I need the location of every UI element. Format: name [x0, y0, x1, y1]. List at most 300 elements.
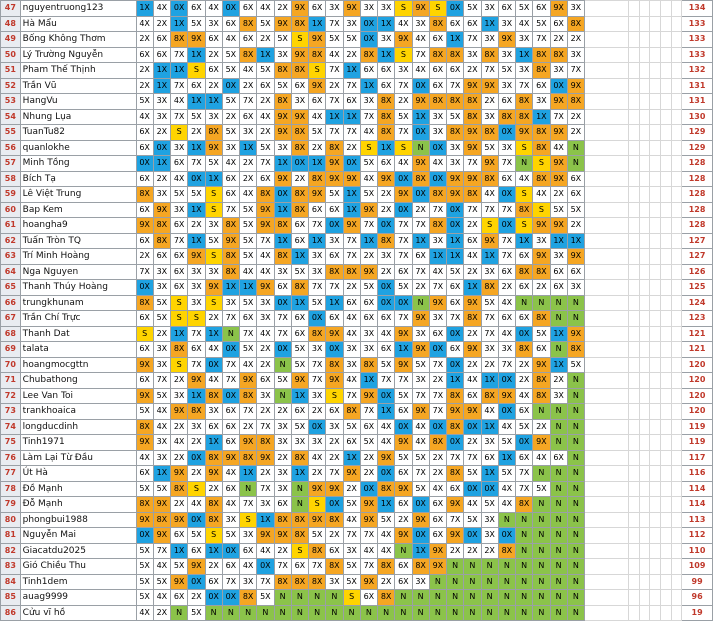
empty-cell	[660, 404, 671, 420]
result-cell: 0X	[447, 1, 464, 17]
result-cell: 8X	[378, 125, 395, 141]
result-cell: 5X	[205, 156, 222, 172]
row-number: 54	[1, 109, 21, 125]
result-cell: 1X	[378, 404, 395, 420]
result-cell: 9X	[412, 404, 429, 420]
result-cell: 2X	[567, 109, 584, 125]
result-cell: N	[567, 481, 584, 497]
result-cell: N	[360, 605, 377, 621]
result-cell: N	[464, 559, 481, 575]
result-cell: 8X	[447, 125, 464, 141]
result-cell: 0X	[326, 218, 343, 234]
result-cell: 9X	[136, 388, 153, 404]
result-cell: N	[567, 466, 584, 482]
result-cell: N	[567, 156, 584, 172]
empty-cell	[585, 373, 629, 389]
empty-cell	[660, 419, 671, 435]
total-score: 128	[682, 202, 713, 218]
result-cell: 7X	[395, 218, 412, 234]
result-cell: 4X	[498, 481, 515, 497]
empty-cell	[639, 574, 650, 590]
total-score: 129	[682, 125, 713, 141]
result-cell: 3X	[498, 78, 515, 94]
result-cell: 8X	[447, 47, 464, 63]
result-cell: 0X	[274, 295, 291, 311]
empty-cell	[650, 590, 661, 606]
result-cell: 9X	[205, 140, 222, 156]
result-cell: 2X	[326, 435, 343, 451]
result-cell: 9X	[550, 1, 567, 17]
empty-cell	[585, 450, 629, 466]
row-number: 74	[1, 419, 21, 435]
player-name: Nga Nguyen	[20, 264, 136, 280]
result-cell: 2X	[222, 109, 239, 125]
result-cell: 7X	[274, 326, 291, 342]
empty-cell	[585, 16, 629, 32]
empty-cell	[629, 450, 640, 466]
result-cell: N	[516, 559, 533, 575]
result-cell: 8X	[533, 373, 550, 389]
table-row	[1, 156, 713, 172]
empty-cell	[639, 481, 650, 497]
row-number: 66	[1, 295, 21, 311]
row-number: 62	[1, 233, 21, 249]
result-cell: 9X	[343, 466, 360, 482]
result-cell: 3X	[257, 497, 274, 513]
result-cell: 9X	[274, 125, 291, 141]
result-cell: 4X	[429, 156, 446, 172]
result-cell: 0X	[257, 559, 274, 575]
result-cell: 3X	[274, 435, 291, 451]
result-cell: 7X	[516, 481, 533, 497]
result-cell: 4X	[309, 109, 326, 125]
result-cell: 7X	[464, 450, 481, 466]
result-cell: 2X	[153, 125, 170, 141]
result-cell: 3X	[378, 249, 395, 265]
result-cell: 2X	[533, 280, 550, 296]
empty-cell	[671, 388, 682, 404]
row-number: 83	[1, 559, 21, 575]
result-cell: 4X	[498, 295, 515, 311]
result-cell: 2X	[171, 450, 188, 466]
result-cell: 4X	[481, 187, 498, 203]
result-cell: 4X	[222, 156, 239, 172]
empty-cell	[629, 590, 640, 606]
result-cell: 9X	[516, 125, 533, 141]
result-cell: 5X	[171, 187, 188, 203]
empty-cell	[671, 63, 682, 79]
result-cell: N	[291, 497, 308, 513]
result-cell: 9X	[171, 574, 188, 590]
total-score: 128	[682, 156, 713, 172]
result-cell: 7X	[412, 466, 429, 482]
table-row	[1, 373, 713, 389]
result-cell: 6X	[498, 94, 515, 110]
result-cell: 1X	[309, 233, 326, 249]
empty-cell	[671, 218, 682, 234]
result-cell: 1X	[171, 63, 188, 79]
empty-cell	[639, 1, 650, 17]
result-cell: 2X	[464, 63, 481, 79]
result-cell: 2X	[516, 373, 533, 389]
result-cell: N	[309, 590, 326, 606]
empty-cell	[629, 481, 640, 497]
result-cell: 2X	[309, 466, 326, 482]
result-cell: 8X	[481, 125, 498, 141]
result-cell: 7X	[412, 264, 429, 280]
result-cell: 7X	[395, 249, 412, 265]
result-cell: 8X	[378, 109, 395, 125]
result-cell: 3X	[360, 342, 377, 358]
result-cell: 8X	[274, 574, 291, 590]
empty-cell	[660, 78, 671, 94]
result-cell: 8X	[567, 94, 584, 110]
empty-cell	[639, 187, 650, 203]
result-cell: 6X	[222, 404, 239, 420]
empty-cell	[660, 16, 671, 32]
result-cell: 3X	[153, 264, 170, 280]
row-number: 56	[1, 140, 21, 156]
result-cell: 7X	[429, 202, 446, 218]
total-score: 120	[682, 388, 713, 404]
result-cell: 3X	[567, 47, 584, 63]
result-cell: 8X	[378, 559, 395, 575]
empty-cell	[639, 435, 650, 451]
result-cell: 2X	[429, 466, 446, 482]
result-cell: 1X	[291, 388, 308, 404]
standings-body	[1, 1, 713, 621]
result-cell: 6X	[550, 16, 567, 32]
result-cell: 1X	[171, 326, 188, 342]
empty-cell	[650, 481, 661, 497]
empty-cell	[660, 450, 671, 466]
result-cell: N	[567, 543, 584, 559]
result-cell: 7X	[378, 373, 395, 389]
table-row	[1, 233, 713, 249]
result-cell: 6X	[222, 171, 239, 187]
result-cell: 0X	[447, 326, 464, 342]
result-cell: 5X	[188, 528, 205, 544]
result-cell: 2X	[464, 264, 481, 280]
result-cell: N	[567, 497, 584, 513]
result-cell: 0X	[429, 419, 446, 435]
empty-cell	[629, 357, 640, 373]
player-name: nguyentruong123	[20, 1, 136, 17]
result-cell: 5X	[257, 590, 274, 606]
result-cell: 7X	[188, 326, 205, 342]
total-score: 133	[682, 47, 713, 63]
result-cell: 4X	[498, 326, 515, 342]
result-cell: 6X	[188, 342, 205, 358]
result-cell: S	[205, 528, 222, 544]
result-cell: 7X	[412, 218, 429, 234]
result-cell: N	[498, 574, 515, 590]
result-cell: 9X	[171, 512, 188, 528]
empty-cell	[585, 404, 629, 420]
result-cell: 6X	[567, 187, 584, 203]
table-row	[1, 78, 713, 94]
empty-cell	[671, 249, 682, 265]
empty-cell	[650, 466, 661, 482]
result-cell: N	[533, 295, 550, 311]
result-cell: S	[205, 202, 222, 218]
result-cell: 6X	[498, 171, 515, 187]
result-cell: 4X	[153, 404, 170, 420]
result-cell: S	[395, 47, 412, 63]
empty-cell	[629, 47, 640, 63]
row-number: 47	[1, 1, 21, 17]
result-cell: 7X	[153, 543, 170, 559]
result-cell: 8X	[516, 264, 533, 280]
table-row	[1, 109, 713, 125]
result-cell: 9X	[464, 140, 481, 156]
result-cell: 6X	[257, 78, 274, 94]
result-cell: 4X	[240, 63, 257, 79]
result-cell: 8X	[291, 125, 308, 141]
result-cell: 8X	[326, 512, 343, 528]
result-cell: 0X	[205, 590, 222, 606]
empty-cell	[585, 295, 629, 311]
empty-cell	[671, 605, 682, 621]
table-row	[1, 450, 713, 466]
result-cell: 4X	[412, 419, 429, 435]
result-cell: 4X	[240, 187, 257, 203]
result-cell: 1X	[188, 233, 205, 249]
empty-cell	[660, 497, 671, 513]
result-cell: 1X	[136, 1, 153, 17]
result-cell: 3X	[171, 388, 188, 404]
row-number: 49	[1, 32, 21, 48]
result-cell: N	[567, 419, 584, 435]
result-cell: 9X	[360, 497, 377, 513]
result-cell: 3X	[412, 574, 429, 590]
result-cell: 1X	[205, 326, 222, 342]
result-cell: 3X	[498, 342, 515, 358]
result-cell: 0X	[447, 202, 464, 218]
total-score: 119	[682, 419, 713, 435]
result-cell: 1X	[343, 187, 360, 203]
result-cell: N	[516, 590, 533, 606]
row-number: 63	[1, 249, 21, 265]
row-number: 65	[1, 280, 21, 296]
result-cell: 9X	[188, 373, 205, 389]
row-number: 67	[1, 311, 21, 327]
result-cell: S	[205, 249, 222, 265]
empty-cell	[629, 187, 640, 203]
result-cell: 5X	[136, 543, 153, 559]
empty-cell	[585, 481, 629, 497]
empty-cell	[639, 32, 650, 48]
empty-cell	[660, 109, 671, 125]
result-cell: 3X	[343, 16, 360, 32]
result-cell: 1X	[274, 156, 291, 172]
empty-cell	[639, 605, 650, 621]
result-cell: 9X	[188, 32, 205, 48]
result-cell: 8X	[257, 187, 274, 203]
result-cell: 9X	[533, 218, 550, 234]
result-cell: S	[205, 295, 222, 311]
result-cell: 9X	[257, 280, 274, 296]
result-cell: 5X	[240, 342, 257, 358]
empty-cell	[629, 295, 640, 311]
empty-cell	[629, 512, 640, 528]
result-cell: 6X	[447, 63, 464, 79]
result-cell: 3X	[240, 125, 257, 141]
result-cell: 0X	[447, 357, 464, 373]
empty-cell	[585, 156, 629, 172]
result-cell: 2X	[291, 171, 308, 187]
result-cell: 6X	[274, 280, 291, 296]
result-cell: 5X	[257, 140, 274, 156]
result-cell: 0X	[188, 574, 205, 590]
result-cell: 0X	[153, 140, 170, 156]
result-cell: 3X	[222, 140, 239, 156]
result-cell: 5X	[567, 357, 584, 373]
result-cell: N	[550, 528, 567, 544]
result-cell: 7X	[516, 78, 533, 94]
result-cell: 3X	[171, 140, 188, 156]
result-cell: 3X	[274, 264, 291, 280]
result-cell: N	[240, 481, 257, 497]
result-cell: N	[567, 140, 584, 156]
result-cell: 1X	[343, 202, 360, 218]
player-name: trankhoaica	[20, 404, 136, 420]
result-cell: 2X	[205, 47, 222, 63]
result-cell: N	[567, 311, 584, 327]
result-cell: 8X	[464, 311, 481, 327]
empty-cell	[650, 497, 661, 513]
result-cell: 2X	[343, 280, 360, 296]
empty-cell	[629, 280, 640, 296]
result-cell: 8X	[429, 16, 446, 32]
result-cell: 1X	[291, 249, 308, 265]
result-cell: 1X	[464, 280, 481, 296]
row-number: 58	[1, 171, 21, 187]
result-cell: N	[481, 590, 498, 606]
total-score: 119	[682, 435, 713, 451]
result-cell: 1X	[153, 78, 170, 94]
result-cell: 9X	[188, 249, 205, 265]
result-cell: 3X	[429, 233, 446, 249]
empty-cell	[660, 466, 671, 482]
result-cell: 8X	[429, 435, 446, 451]
result-cell: 1X	[188, 202, 205, 218]
table-row	[1, 47, 713, 63]
result-cell: 3X	[171, 202, 188, 218]
result-cell: 4X	[516, 171, 533, 187]
player-name: Minh Tồng	[20, 156, 136, 172]
empty-cell	[660, 202, 671, 218]
empty-cell	[585, 512, 629, 528]
result-cell: N	[567, 559, 584, 575]
result-cell: 2X	[343, 140, 360, 156]
result-cell: 9X	[274, 109, 291, 125]
result-cell: 0X	[550, 78, 567, 94]
result-cell: S	[309, 63, 326, 79]
total-score: 112	[682, 528, 713, 544]
result-cell: 6X	[378, 156, 395, 172]
result-cell: 1X	[240, 140, 257, 156]
result-cell: 1X	[171, 543, 188, 559]
result-cell: 9X	[550, 156, 567, 172]
empty-cell	[650, 32, 661, 48]
result-cell: 8X	[153, 512, 170, 528]
empty-cell	[671, 342, 682, 358]
result-cell: 4X	[360, 543, 377, 559]
empty-cell	[639, 388, 650, 404]
result-cell: 4X	[360, 171, 377, 187]
result-cell: 8X	[291, 63, 308, 79]
empty-cell	[650, 171, 661, 187]
result-cell: 6X	[516, 249, 533, 265]
result-cell: S	[516, 187, 533, 203]
result-cell: 4X	[343, 373, 360, 389]
empty-cell	[629, 171, 640, 187]
result-cell: 6X	[222, 187, 239, 203]
result-cell: 6X	[136, 342, 153, 358]
result-cell: 9X	[378, 171, 395, 187]
result-cell: 2X	[412, 280, 429, 296]
result-cell: 4X	[205, 342, 222, 358]
result-cell: 1X	[343, 450, 360, 466]
result-cell: 1X	[447, 373, 464, 389]
result-cell: 6X	[274, 497, 291, 513]
result-cell: 7X	[343, 125, 360, 141]
result-cell: 5X	[153, 311, 170, 327]
result-cell: 3X	[274, 47, 291, 63]
result-cell: 8X	[516, 109, 533, 125]
result-cell: 1X	[447, 233, 464, 249]
result-cell: 6X	[498, 264, 515, 280]
result-cell: 0X	[222, 78, 239, 94]
result-cell: 8X	[447, 94, 464, 110]
result-cell: 6X	[222, 481, 239, 497]
result-cell: 8X	[309, 171, 326, 187]
result-cell: 6X	[291, 311, 308, 327]
result-cell: 8X	[326, 357, 343, 373]
result-cell: 4X	[533, 450, 550, 466]
player-name: quanlokhe	[20, 140, 136, 156]
empty-cell	[671, 264, 682, 280]
result-cell: 5X	[188, 187, 205, 203]
player-name: Tuấn Tròn TQ	[20, 233, 136, 249]
empty-cell	[639, 264, 650, 280]
empty-cell	[629, 435, 640, 451]
result-cell: 1X	[481, 373, 498, 389]
result-cell: 5X	[136, 574, 153, 590]
result-cell: 1X	[188, 47, 205, 63]
result-cell: 7X	[550, 109, 567, 125]
row-number: 81	[1, 528, 21, 544]
empty-cell	[629, 528, 640, 544]
result-cell: 7X	[516, 466, 533, 482]
result-cell: 3X	[498, 140, 515, 156]
result-cell: 6X	[533, 1, 550, 17]
result-cell: N	[533, 404, 550, 420]
empty-cell	[639, 326, 650, 342]
result-cell: 9X	[550, 218, 567, 234]
empty-cell	[660, 574, 671, 590]
result-cell: 6X	[447, 295, 464, 311]
result-cell: 4X	[136, 605, 153, 621]
result-cell: 4X	[360, 125, 377, 141]
result-cell: 9X	[136, 512, 153, 528]
result-cell: 9X	[222, 233, 239, 249]
empty-cell	[671, 109, 682, 125]
empty-cell	[585, 497, 629, 513]
result-cell: 5X	[343, 32, 360, 48]
table-row	[1, 202, 713, 218]
